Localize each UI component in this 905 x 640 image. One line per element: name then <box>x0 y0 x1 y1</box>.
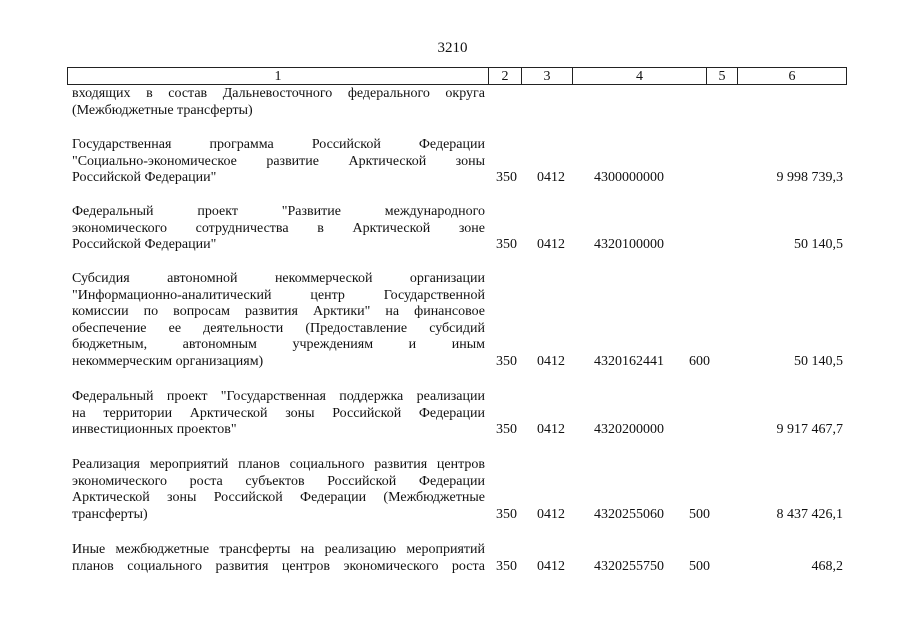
description-line: экономического роста субъектов Российской Федерации <box>72 473 485 489</box>
description-line: "Информационно-аналитический центр Государственной <box>72 287 485 303</box>
cell-col3: 0412 <box>537 506 565 522</box>
cell-col4: 4320162441 <box>594 353 664 369</box>
description-line: на территории Арктической зоны Российской Федерации <box>72 405 485 421</box>
description-line: "Социально-экономическое развитие Арктической зоны <box>72 153 485 169</box>
cell-col2: 350 <box>496 170 517 185</box>
description-line: комиссии по вопросам развития Арктики" на финансовое <box>72 304 485 319</box>
cell-col4: 4320255060 <box>594 506 664 522</box>
cell-col5: 500 <box>689 558 710 574</box>
cell-col6: 8 437 426,1 <box>776 506 843 522</box>
cell-col6: 468,2 <box>811 558 843 574</box>
description-line: Иные межбюджетные трансферты на реализацию мероприятий <box>72 542 485 557</box>
column-header-5: 5 <box>707 68 738 84</box>
description-line: Федеральный проект "Государственная поддержка реализации <box>72 389 485 404</box>
column-header-6: 6 <box>788 69 796 84</box>
description-line: Федеральный проект "Развитие международного <box>72 204 485 219</box>
description-line: бюджетным, автономным учреждениям и иным <box>72 337 485 352</box>
cell-col6: 50 140,5 <box>794 353 843 369</box>
description-line: некоммерческим организациям) <box>72 353 264 369</box>
column-header-3: 3 <box>522 68 573 84</box>
column-header-1: 1 <box>68 68 489 84</box>
description-line: входящих в состав Дальневосточного федерального округа <box>72 86 485 101</box>
cell-col2: 350 <box>496 506 517 522</box>
cell-col2: 350 <box>496 353 517 369</box>
cell-col5: 600 <box>689 353 710 369</box>
cell-col5: 500 <box>689 506 710 522</box>
cell-col2: 350 <box>496 237 517 252</box>
cell-col2: 350 <box>496 558 517 574</box>
row-description <box>72 204 485 254</box>
column-header-2: 2 <box>489 68 522 84</box>
row-description <box>72 271 485 370</box>
row-description <box>72 457 485 523</box>
cell-col3: 0412 <box>537 422 565 437</box>
cell-col4: 4320200000 <box>594 422 664 437</box>
row-description <box>72 542 485 575</box>
description-line: Российской Федерации" <box>72 170 217 185</box>
cell-col2: 350 <box>496 422 517 437</box>
description-line: инвестиционных проектов" <box>72 422 237 437</box>
cell-col4: 4320255750 <box>594 558 664 574</box>
cell-col6: 50 140,5 <box>794 237 843 252</box>
cell-col6: 9 917 467,7 <box>776 422 843 437</box>
description-line: трансферты) <box>72 506 148 522</box>
cell-col4: 4320100000 <box>594 237 664 252</box>
column-header-4: 4 <box>573 68 707 84</box>
description-line: Реализация мероприятий планов социального развития центров <box>72 457 485 472</box>
row-description <box>72 389 485 439</box>
cell-col3: 0412 <box>537 170 565 185</box>
description-line: Государственная программа Российской Федерации <box>72 137 485 152</box>
description-line: обеспечение ее деятельности (Предоставление субсидий <box>72 320 485 336</box>
description-line: Арктической зоны Российской Федерации (Межбюджетные <box>72 490 485 505</box>
description-line: Российской Федерации" <box>72 237 217 252</box>
cell-col3: 0412 <box>537 558 565 574</box>
page-number: 3210 <box>437 40 468 56</box>
row-description <box>72 86 485 119</box>
table-header <box>67 67 847 85</box>
description-line: экономического сотрудничества в Арктической зоне <box>72 220 485 236</box>
description-line: планов социального развития центров экономического роста <box>72 558 485 574</box>
description-line: Субсидия автономной некоммерческой организации <box>72 271 485 286</box>
cell-col6: 9 998 739,3 <box>776 170 843 185</box>
cell-col3: 0412 <box>537 353 565 369</box>
row-description <box>72 137 485 187</box>
cell-col3: 0412 <box>537 237 565 252</box>
cell-col4: 4300000000 <box>594 170 664 185</box>
description-line: (Межбюджетные трансферты) <box>72 102 253 118</box>
